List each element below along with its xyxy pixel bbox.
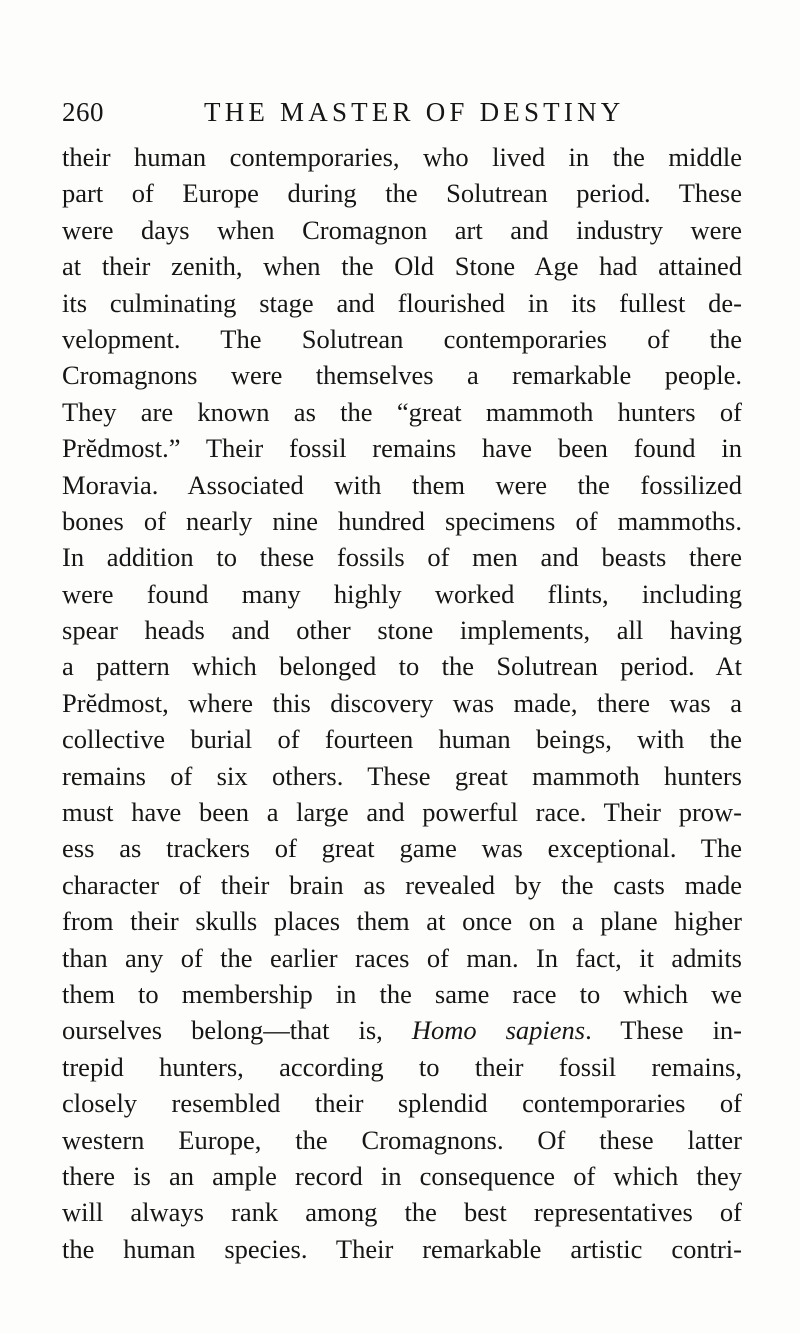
text-line: collective burial of fourteen human beings, with the bbox=[62, 724, 742, 755]
text-line: at their zenith, when the Old Stone Age had attained bbox=[62, 251, 742, 282]
text-line: In addition to these fossils of men and beasts there bbox=[62, 542, 742, 573]
text-line: ess as trackers of great game was exceptional. The bbox=[62, 833, 742, 864]
running-head bbox=[62, 92, 702, 132]
text-line: from their skulls places them at once on a plane higher bbox=[62, 906, 742, 937]
text-line: them to membership in the same race to which we bbox=[62, 978, 742, 1009]
text-line: their human contemporaries, who lived in the middle bbox=[62, 142, 742, 172]
text-line: were found many highly worked flints, including bbox=[62, 578, 742, 609]
text-line: there is an ample record in consequence of which they bbox=[62, 1160, 742, 1191]
text-line: trepid hunters, according to their fossil remains, bbox=[62, 1051, 742, 1082]
text-line: a pattern which belonged to the Solutrean period. At bbox=[62, 651, 742, 682]
text-line: They are known as the “great mammoth hunters of bbox=[62, 396, 742, 427]
text-run: . These in- bbox=[585, 1015, 743, 1046]
body-text bbox=[62, 139, 742, 1267]
text-line: closely resembled their splendid contemporaries of bbox=[62, 1088, 742, 1119]
text-line: spear heads and other stone implements, all having bbox=[62, 615, 742, 646]
text-line: character of their brain as revealed by the casts made bbox=[62, 869, 742, 900]
text-line: part of Europe during the Solutrean period. These bbox=[62, 178, 742, 209]
text-line: were days when Cromagnon art and industry were bbox=[62, 214, 742, 245]
text-line: velopment. The Solutrean contemporaries of the bbox=[62, 323, 742, 354]
text-line: Prĕdmost.” Their fossil remains have been found in bbox=[62, 433, 742, 464]
text-line bbox=[62, 1012, 742, 1048]
text-line: than any of the earlier races of man. In fact, it admits bbox=[62, 942, 742, 973]
text-line: will always rank among the best representatives of bbox=[62, 1197, 742, 1228]
text-line: the human species. Their remarkable artistic contri- bbox=[62, 1233, 742, 1264]
text-run: ourselves belong—that is, bbox=[62, 1015, 412, 1046]
italic-species-name: Homo sapiens bbox=[411, 1015, 586, 1046]
text-line: must have been a large and powerful race. Their prow- bbox=[62, 797, 742, 828]
text-line: Prĕdmost, where this discovery was made, there was a bbox=[62, 687, 742, 718]
text-line: its culminating stage and flourished in its fullest de- bbox=[62, 287, 742, 318]
text-line: Cromagnons were themselves a remarkable people. bbox=[62, 360, 742, 391]
text-line: bones of nearly nine hundred specimens of mammoths. bbox=[62, 505, 742, 536]
text-line: Moravia. Associated with them were the fossilized bbox=[62, 469, 742, 500]
page-number: 260 bbox=[62, 97, 104, 127]
running-title: THE MASTER OF DESTINY bbox=[204, 97, 625, 127]
text-line: remains of six others. These great mammoth hunters bbox=[62, 760, 742, 791]
text-line: western Europe, the Cromagnons. Of these latter bbox=[62, 1124, 742, 1155]
